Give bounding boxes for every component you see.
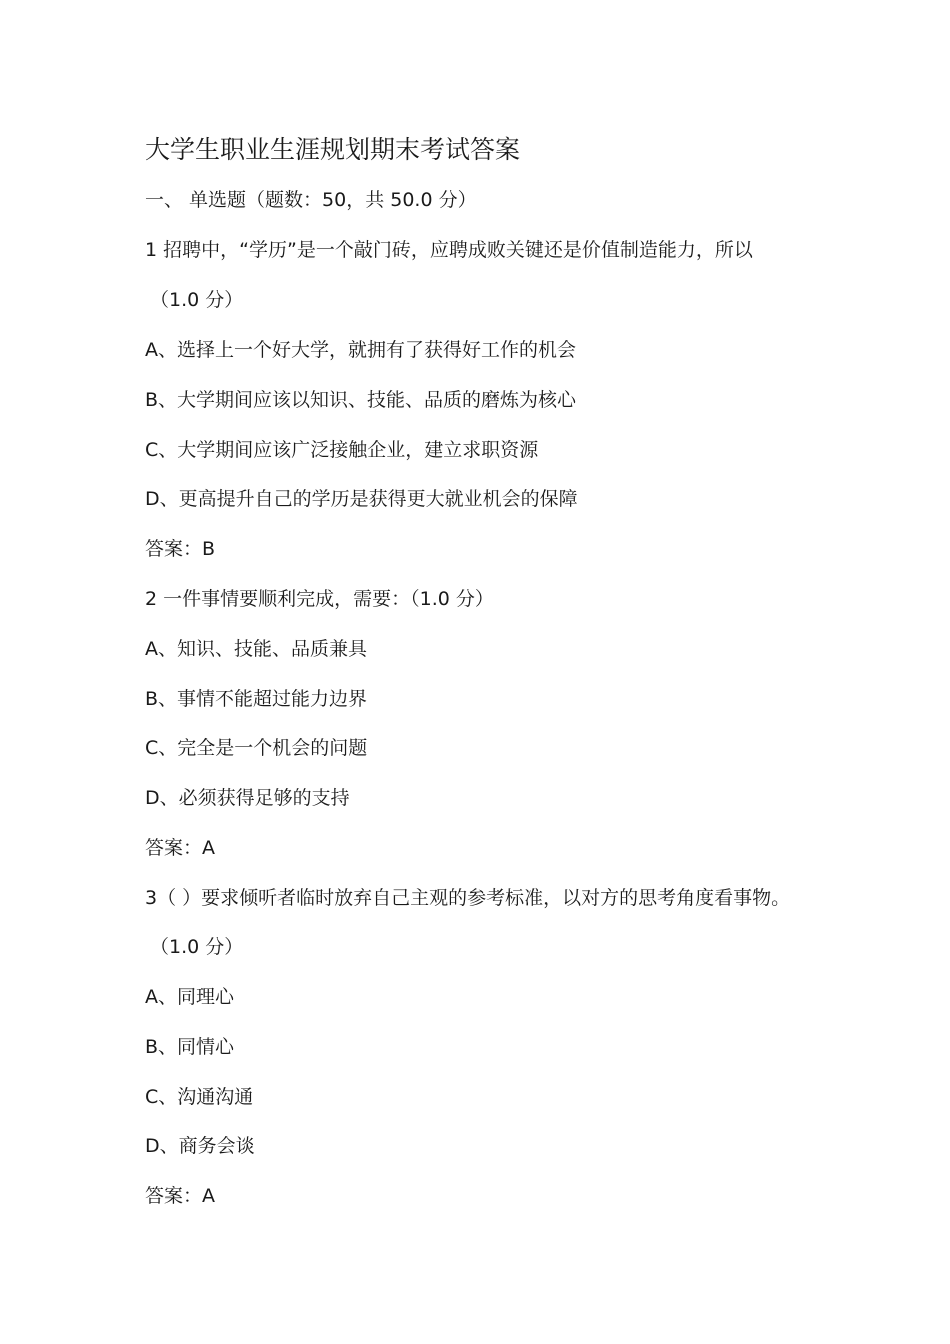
question-1-option-c: C、大学期间应该广泛接触企业，建立求职资源 <box>145 439 539 461</box>
question-1-option-a: A、选择上一个好大学，就拥有了获得好工作的机会 <box>145 339 576 361</box>
question-2-stem: 2 一件事情要顺利完成，需要：（1.0 分） <box>145 588 494 610</box>
document-title: 大学生职业生涯规划期末考试答案 <box>145 135 521 164</box>
question-1-answer: 答案：B <box>145 538 216 560</box>
question-1-option-b: B、大学期间应该以知识、技能、品质的磨炼为核心 <box>145 389 577 411</box>
question-2-option-a: A、知识、技能、品质兼具 <box>145 638 367 660</box>
question-1-score: （1.0 分） <box>150 289 244 311</box>
question-2-answer: 答案：A <box>145 837 215 859</box>
question-3-option-a: A、同理心 <box>145 986 234 1008</box>
question-1-stem: 1 招聘中，“学历”是一个敲门砖，应聘成败关键还是价值制造能力，所以 <box>145 239 753 261</box>
section-heading: 一、 单选题（题数：50，共 50.0 分） <box>145 189 477 211</box>
question-2-option-c: C、完全是一个机会的问题 <box>145 737 368 759</box>
question-3-option-d: D、商务会谈 <box>145 1135 255 1157</box>
question-3-answer: 答案：A <box>145 1185 215 1207</box>
question-3-option-b: B、同情心 <box>145 1036 235 1058</box>
question-3-option-c: C、沟通沟通 <box>145 1086 254 1108</box>
question-3-score: （1.0 分） <box>150 936 244 958</box>
question-1-option-d: D、更高提升自己的学历是获得更大就业机会的保障 <box>145 488 578 510</box>
question-3-stem: 3（ ）要求倾听者临时放弃自己主观的参考标准，以对方的思考角度看事物。 <box>145 887 791 909</box>
question-2-option-d: D、必须获得足够的支持 <box>145 787 350 809</box>
question-2-option-b: B、事情不能超过能力边界 <box>145 688 368 710</box>
